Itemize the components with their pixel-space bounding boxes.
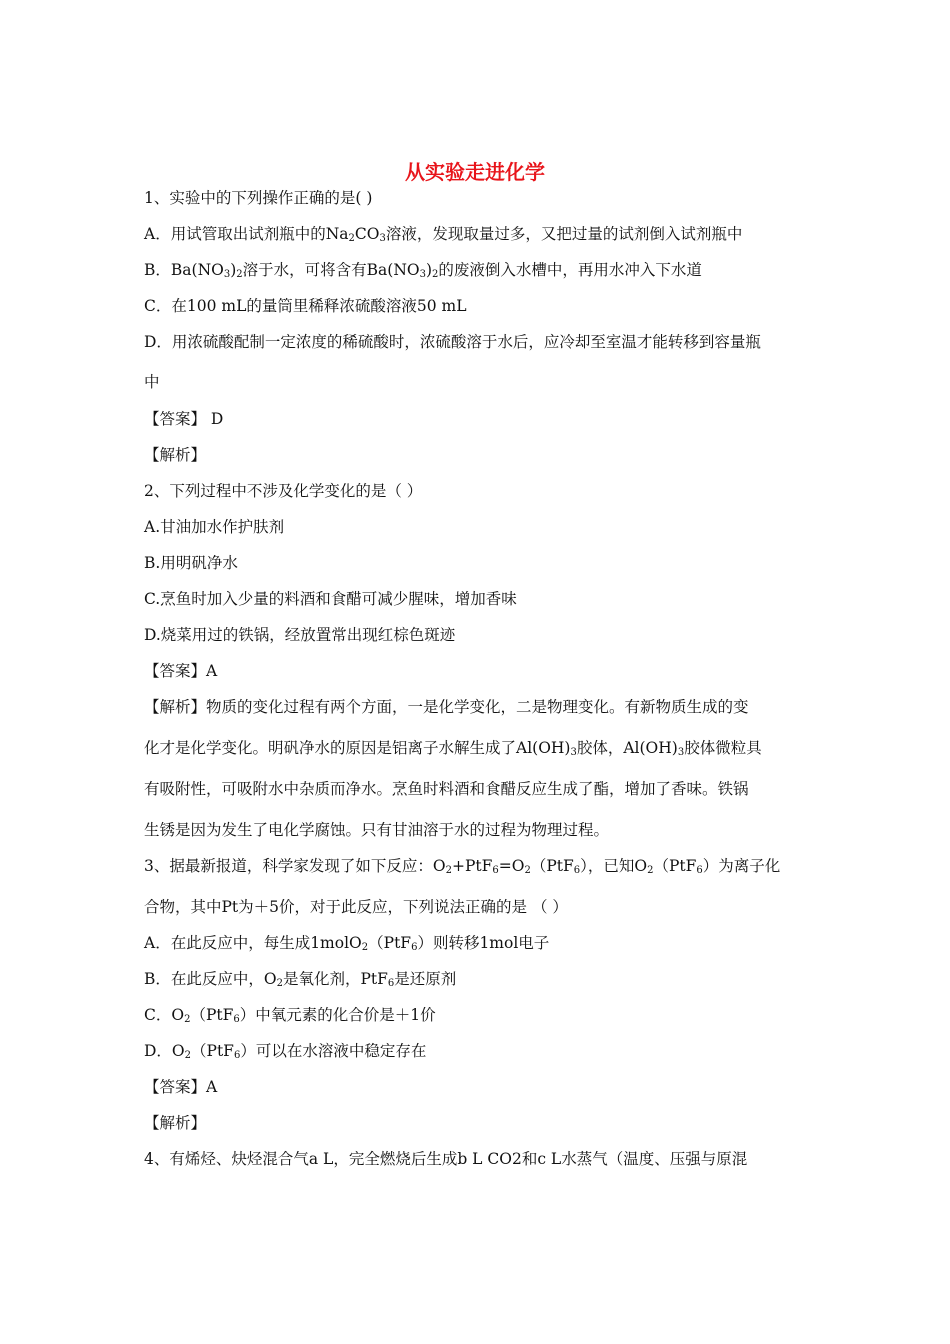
question-2-option-d: D.烧菜用过的铁锅，经放置常出现红棕色斑迹 (144, 626, 456, 644)
question-3-stem-line-1: 3、据最新报道，科学家发现了如下反应：$O_2+PtF_6=O_2(PtF_6)$，已知$O_2(PtF_6)$为离子化 (144, 857, 781, 876)
question-3-option-d: D．$O_2(PtF_6)$可以在水溶液中稳定存在 (144, 1042, 427, 1061)
question-4-stem: 4、有烯烃、炔烃混合气a L，完全燃烧后生成b L CO2和c L水蒸气（温度、压强与原混 (144, 1150, 748, 1168)
question-3-answer: 【答案】A (144, 1078, 218, 1096)
question-2-stem: 2、下列过程中不涉及化学变化的是（ ） (144, 482, 423, 500)
question-2-analysis-line-1: 【解析】物质的变化过程有两个方面，一是化学变化，二是物理变化。有新物质生成的变 (144, 698, 749, 716)
question-1-option-d-line-1: D．用浓硫酸配制一定浓度的稀硫酸时，浓硫酸溶于水后，应冷却至室温才能转移到容量瓶 (144, 333, 761, 351)
question-2-option-c: C.烹鱼时加入少量的料酒和食醋可减少腥味，增加香味 (144, 590, 517, 608)
question-1-answer: 【答案】 D (144, 410, 224, 428)
question-1-option-b: B．$Ba(NO_3)_2$溶于水，可将含有$Ba(NO_3)_2$的废液倒入水槽中，再用水冲入下水道 (144, 261, 702, 280)
question-1-stem: 1、实验中的下列操作正确的是( ) (144, 189, 373, 207)
question-1-option-d-line-2: 中 (144, 373, 160, 391)
question-1-option-a: A．用试管取出试剂瓶中的$Na_2CO_3$溶液，发现取量过多，又把过量的试剂倒入试剂瓶中 (144, 225, 743, 244)
question-3-option-b: B．在此反应中，$O_2$是氧化剂，PtF$_6$是还原剂 (144, 970, 457, 989)
question-3-option-a: A．在此反应中，每生成1molO$_2$（PtF$_6$）则转移1mol电子 (144, 934, 550, 953)
question-2-analysis-line-3: 有吸附性，可吸附水中杂质而净水。烹鱼时料酒和食醋反应生成了酯，增加了香味。铁锅 (144, 780, 749, 798)
question-2-option-a: A.甘油加水作护肤剂 (144, 518, 285, 536)
question-3-analysis: 【解析】 (144, 1114, 207, 1132)
question-3-stem-line-2: 合物，其中Pt为＋5价，对于此反应，下列说法正确的是 （ ） (144, 898, 568, 916)
document-title: 从实验走进化学 (405, 160, 545, 184)
question-2-analysis-line-2: 化才是化学变化。明矾净水的原因是铝离子水解生成了$Al(OH)_3$胶体，$Al(OH)_3$胶体微粒具 (144, 739, 762, 758)
question-2-analysis-line-4: 生锈是因为发生了电化学腐蚀。只有甘油溶于水的过程为物理过程。 (144, 821, 610, 839)
question-3-option-c: C．$O_2(PtF_6)$中氧元素的化合价是＋1价 (144, 1006, 436, 1025)
question-1-analysis: 【解析】 (144, 446, 207, 464)
question-1-option-c: C．在100 mL的量筒里稀释浓硫酸溶液50 mL (144, 297, 467, 315)
question-2-option-b: B.用明矾净水 (144, 554, 238, 572)
question-2-answer: 【答案】A (144, 662, 218, 680)
